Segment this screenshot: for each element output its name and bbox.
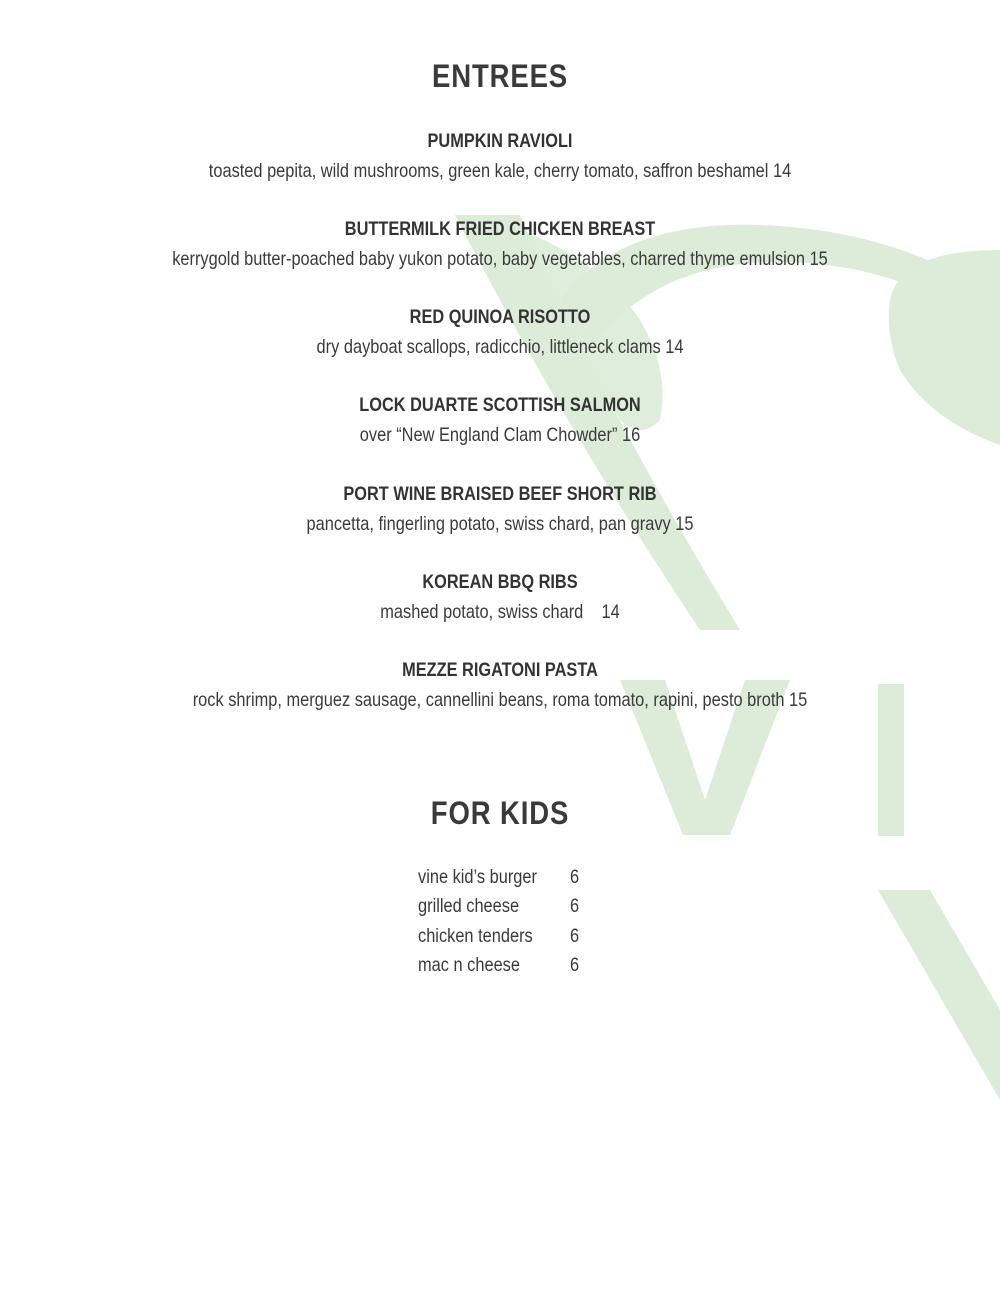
kids-heading: FOR KIDS [430,795,570,831]
kids-item-name: grilled cheese [418,895,520,918]
kids-item-price: 6 [570,953,580,976]
entree-description: over “New England Clam Chowder” 16 [359,424,641,446]
entrees-heading: ENTREES [431,58,568,94]
kids-item-price: 6 [570,924,580,947]
entree-name: KOREAN BBQ RIBS [422,572,578,593]
kids-item [418,866,638,895]
entree-description: toasted pepita, wild mushrooms, green kale, cherry tomato, saffron beshamel 14 [208,160,792,182]
entree-name: PUMPKIN RAVIOLI [427,131,573,152]
kids-item [418,895,638,924]
kids-item [418,954,638,983]
entree-name: PORT WINE BRAISED BEEF SHORT RIB [343,484,657,505]
kids-item-price: 6 [570,866,580,888]
kids-item [418,925,638,954]
entree-description: mashed potato, swiss chard 14 [380,601,620,623]
kids-item-price: 6 [570,895,580,918]
entree-description: dry dayboat scallops, radicchio, littleneck clams 14 [316,336,684,358]
entree-description: kerrygold butter-poached baby yukon potato, baby vegetables, charred thyme emulsion 15 [172,248,828,270]
entree-name: LOCK DUARTE SCOTTISH SALMON [359,395,641,416]
kids-menu-list [418,866,638,983]
entree-description: rock shrimp, merguez sausage, cannellini beans, roma tomato, rapini, pesto broth 15 [192,689,808,711]
kids-item-name: chicken tenders [418,924,533,947]
entree-name: MEZZE RIGATONI PASTA [402,660,598,681]
entree-name: BUTTERMILK FRIED CHICKEN BREAST [344,219,656,240]
entree-description: pancetta, fingerling potato, swiss chard, pan gravy 15 [306,513,694,535]
kids-item-name: vine kid’s burger [418,866,537,888]
kids-item-name: mac n cheese [418,953,520,976]
entree-name: RED QUINOA RISOTTO [409,307,591,328]
